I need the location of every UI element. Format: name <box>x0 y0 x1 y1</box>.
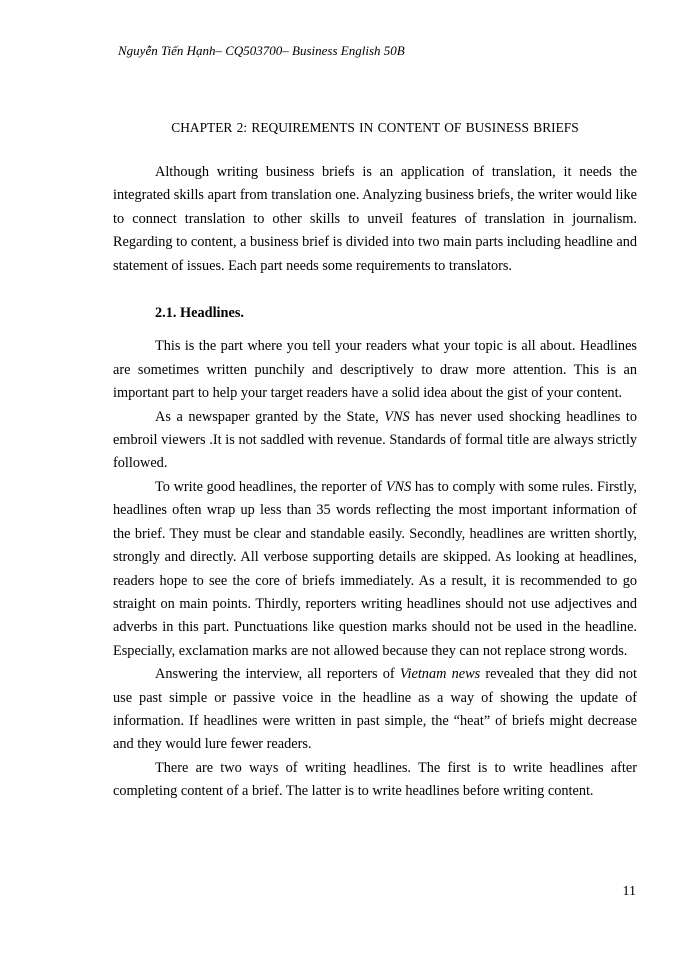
chapter-title: CHAPTER 2: REQUIREMENTS IN CONTENT OF BUSINESS BRIEFS <box>171 120 579 135</box>
paragraph-1: This is the part where you tell your readers what your topic is all about. Headlines are sometimes written punchily and descriptively to draw more attention. This is an important part to help your target readers have a solid idea about the gist of your content. <box>113 338 637 402</box>
paragraph-2-emphasis: VNS <box>384 408 410 425</box>
section-heading: 2.1. Headlines. <box>155 305 244 322</box>
paragraph-3-text-a: To write good headlines, the reporter of <box>155 478 386 495</box>
paragraph-4 <box>113 663 637 757</box>
paragraph-3 <box>113 476 637 663</box>
paragraph-2 <box>113 406 637 476</box>
paragraph-3-emphasis: VNS <box>385 478 412 495</box>
paragraph-3-text-b: has to comply with some rules. Firstly, headlines often wrap up less than 35 words reflecting the most important information of the brief. They must be clear and standable easily. Secondly, headlines are written shortly, strongly and directly. All verbose supporting details are skipped. As looking at headlines, readers hope to see the core of briefs immediately. As a result, it is recommended to go straight on main points. Thirdly, reporters writing headlines should not use adjectives and adverbs in this part. Punctuations like question marks should not be used in the headline. Especially, exclamation marks are not allowed because they can not replace strong words. <box>113 478 638 659</box>
page-number: 11 <box>622 884 636 899</box>
body-text <box>113 161 637 804</box>
paragraph-5: There are two ways of writing headlines. The first is to write headlines after completing content of a brief. The latter is to write headlines before writing content. <box>113 759 637 800</box>
paragraph-2-text-b: has never used shocking headlines to embroil viewers .It is not saddled with revenue. Standards of formal title are always strictly followed. <box>113 408 637 472</box>
paragraph-4-text-b: revealed that they did not use past simple or passive voice in the headline as a way of showing the update of information. If headlines were written in past simple, the “heat” of briefs might decrease and they would lure fewer readers. <box>113 666 637 753</box>
paragraph-4-emphasis: Vietnam news <box>399 666 481 683</box>
paragraph-2-text-a: As a newspaper granted by the State, <box>155 408 385 425</box>
paragraph-4-text-a: Answering the interview, all reporters of <box>155 666 400 683</box>
intro-paragraph: Although writing business briefs is an application of translation, it needs the integrated skills apart from translation one. Analyzing business briefs, the writer would like to connect translation to other skills to unveil features of translation in journalism. Regarding to content, a business brief is divided into two main parts including headline and statement of issues. Each part needs some requirements to translators. <box>113 164 637 274</box>
running-header: Nguyễn Tiến Hạnh– CQ503700– Business English 50B <box>118 43 405 58</box>
